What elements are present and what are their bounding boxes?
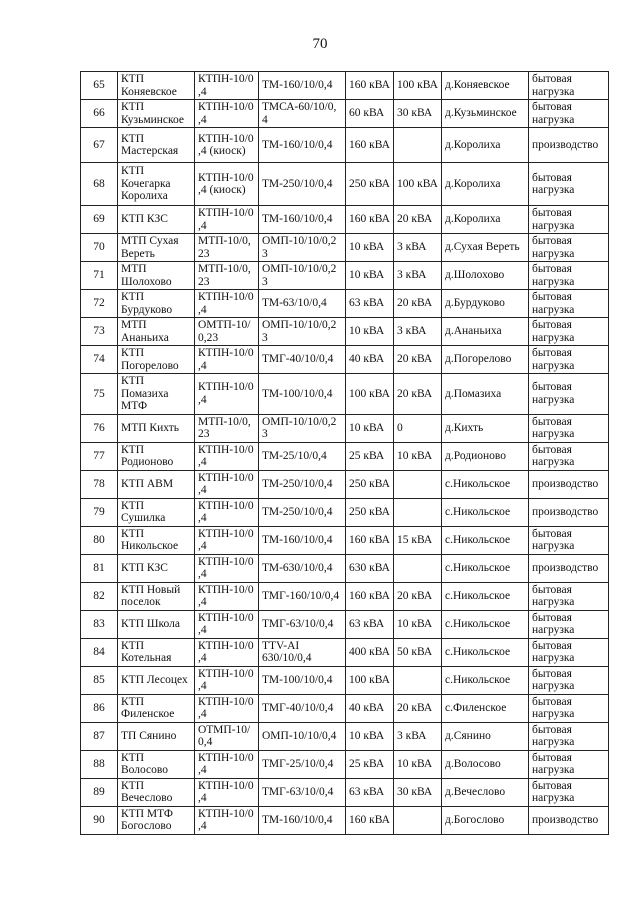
substation-name-cell: КТП КЗС <box>118 206 195 234</box>
substation-name-cell: КТП Коняевское <box>118 72 195 100</box>
transformer-model-cell: ТМ-160/10/0,4 <box>259 72 346 100</box>
transformer-model-cell: ОМП-10/10/0,23 <box>259 262 346 290</box>
connected-load-cell <box>394 128 442 163</box>
row-number-cell: 82 <box>81 582 118 610</box>
rated-power-cell: 40 кВА <box>346 694 394 722</box>
connected-load-cell: 10 кВА <box>394 610 442 638</box>
rated-power-cell: 63 кВА <box>346 610 394 638</box>
purpose-cell: бытовая нагрузка <box>529 582 609 610</box>
location-cell: с.Никольское <box>442 526 529 554</box>
location-cell: д.Богослово <box>442 806 529 834</box>
purpose-cell: бытовая нагрузка <box>529 206 609 234</box>
table-row <box>81 206 609 234</box>
connected-load-cell: 20 кВА <box>394 374 442 415</box>
substation-type-cell: ОТМП-10/0,4 <box>195 722 259 750</box>
purpose-cell: бытовая нагрузка <box>529 778 609 806</box>
purpose-cell: производство <box>529 470 609 498</box>
connected-load-cell: 3 кВА <box>394 722 442 750</box>
row-number-cell: 88 <box>81 750 118 778</box>
location-cell: с.Никольское <box>442 498 529 526</box>
transformer-model-cell: ТМ-160/10/0,4 <box>259 806 346 834</box>
substation-name-cell: КТП Волосово <box>118 750 195 778</box>
connected-load-cell: 20 кВА <box>394 346 442 374</box>
substation-type-cell: КТПН-10/0,4 <box>195 100 259 128</box>
connected-load-cell <box>394 554 442 582</box>
rated-power-cell: 400 кВА <box>346 638 394 666</box>
row-number-cell: 71 <box>81 262 118 290</box>
transformer-model-cell: ТМ-63/10/0,4 <box>259 290 346 318</box>
transformer-model-cell: ТМСА-60/10/0,4 <box>259 100 346 128</box>
substation-type-cell: МТП-10/0,23 <box>195 234 259 262</box>
rated-power-cell: 250 кВА <box>346 470 394 498</box>
transformer-model-cell: ОМП-10/10/0,23 <box>259 234 346 262</box>
table-row <box>81 806 609 834</box>
table-row <box>81 318 609 346</box>
substation-name-cell: КТП Родионово <box>118 442 195 470</box>
substation-type-cell: КТПН-10/0,4 <box>195 554 259 582</box>
transformer-model-cell: ОМП-10/10/0,4 <box>259 722 346 750</box>
substation-type-cell: ОМТП-10/0,23 <box>195 318 259 346</box>
row-number-cell: 76 <box>81 414 118 442</box>
table-row <box>81 128 609 163</box>
transformer-model-cell: ОМП-10/10/0,23 <box>259 318 346 346</box>
table-row <box>81 694 609 722</box>
location-cell: д.Королиха <box>442 163 529 206</box>
connected-load-cell <box>394 806 442 834</box>
purpose-cell: бытовая нагрузка <box>529 526 609 554</box>
substation-type-cell: КТПН-10/0,4 <box>195 374 259 415</box>
substation-type-cell: КТПН-10/0,4 <box>195 666 259 694</box>
row-number-cell: 67 <box>81 128 118 163</box>
transformer-model-cell: ТМ-100/10/0,4 <box>259 374 346 415</box>
transformer-model-cell: ТМ-100/10/0,4 <box>259 666 346 694</box>
rated-power-cell: 160 кВА <box>346 128 394 163</box>
rated-power-cell: 10 кВА <box>346 722 394 750</box>
rated-power-cell: 25 кВА <box>346 442 394 470</box>
substation-type-cell: КТПН-10/0,4 (киоск) <box>195 128 259 163</box>
connected-load-cell: 0 <box>394 414 442 442</box>
purpose-cell: бытовая нагрузка <box>529 750 609 778</box>
substation-type-cell: КТПН-10/0,4 <box>195 72 259 100</box>
location-cell: д.Бурдуково <box>442 290 529 318</box>
rated-power-cell: 40 кВА <box>346 346 394 374</box>
transformer-model-cell: ТМГ-40/10/0,4 <box>259 694 346 722</box>
transformer-model-cell: ТМГ-63/10/0,4 <box>259 778 346 806</box>
substation-name-cell: МТП Шолохово <box>118 262 195 290</box>
rated-power-cell: 10 кВА <box>346 414 394 442</box>
transformer-model-cell: ТМГ-25/10/0,4 <box>259 750 346 778</box>
substation-name-cell: КТП Никольское <box>118 526 195 554</box>
location-cell: д.Сянино <box>442 722 529 750</box>
location-cell: с.Филенское <box>442 694 529 722</box>
substation-type-cell: КТПН-10/0,4 <box>195 526 259 554</box>
table-row <box>81 346 609 374</box>
rated-power-cell: 630 кВА <box>346 554 394 582</box>
table-body <box>81 72 609 835</box>
rated-power-cell: 60 кВА <box>346 100 394 128</box>
location-cell: с.Никольское <box>442 666 529 694</box>
connected-load-cell: 20 кВА <box>394 206 442 234</box>
connected-load-cell: 30 кВА <box>394 778 442 806</box>
rated-power-cell: 160 кВА <box>346 72 394 100</box>
table-row <box>81 442 609 470</box>
substation-name-cell: КТП Вечеслово <box>118 778 195 806</box>
rated-power-cell: 250 кВА <box>346 163 394 206</box>
purpose-cell: бытовая нагрузка <box>529 722 609 750</box>
page-number: 70 <box>312 36 328 52</box>
transformer-model-cell: ТМГ-40/10/0,4 <box>259 346 346 374</box>
rated-power-cell: 10 кВА <box>346 234 394 262</box>
connected-load-cell: 20 кВА <box>394 694 442 722</box>
transformer-model-cell: ОМП-10/10/0,23 <box>259 414 346 442</box>
purpose-cell: бытовая нагрузка <box>529 414 609 442</box>
table-row <box>81 498 609 526</box>
location-cell: д.Родионово <box>442 442 529 470</box>
row-number-cell: 85 <box>81 666 118 694</box>
connected-load-cell: 15 кВА <box>394 526 442 554</box>
row-number-cell: 90 <box>81 806 118 834</box>
row-number-cell: 87 <box>81 722 118 750</box>
substation-type-cell: КТПН-10/0,4 <box>195 778 259 806</box>
purpose-cell: бытовая нагрузка <box>529 72 609 100</box>
rated-power-cell: 63 кВА <box>346 778 394 806</box>
connected-load-cell: 100 кВА <box>394 72 442 100</box>
purpose-cell: производство <box>529 498 609 526</box>
location-cell: с.Никольское <box>442 638 529 666</box>
rated-power-cell: 250 кВА <box>346 498 394 526</box>
rated-power-cell: 10 кВА <box>346 318 394 346</box>
connected-load-cell <box>394 498 442 526</box>
rated-power-cell: 160 кВА <box>346 806 394 834</box>
transformer-model-cell: ТМ-160/10/0,4 <box>259 128 346 163</box>
rated-power-cell: 160 кВА <box>346 526 394 554</box>
location-cell: д.Волосово <box>442 750 529 778</box>
row-number-cell: 73 <box>81 318 118 346</box>
location-cell: д.Ананьиха <box>442 318 529 346</box>
substation-name-cell: КТП МТФ Богослово <box>118 806 195 834</box>
table-row <box>81 163 609 206</box>
location-cell: д.Кихть <box>442 414 529 442</box>
substation-type-cell: МТП-10/0,23 <box>195 262 259 290</box>
substation-type-cell: КТПН-10/0,4 <box>195 442 259 470</box>
substation-type-cell: КТПН-10/0,4 <box>195 610 259 638</box>
purpose-cell: производство <box>529 806 609 834</box>
purpose-cell: бытовая нагрузка <box>529 234 609 262</box>
substation-type-cell: МТП-10/0,23 <box>195 414 259 442</box>
table-row <box>81 290 609 318</box>
substation-name-cell: КТП Бурдуково <box>118 290 195 318</box>
purpose-cell: бытовая нагрузка <box>529 610 609 638</box>
rated-power-cell: 10 кВА <box>346 262 394 290</box>
row-number-cell: 75 <box>81 374 118 415</box>
table-row <box>81 234 609 262</box>
transformer-model-cell: ТМ-25/10/0,4 <box>259 442 346 470</box>
transformer-model-cell: ТМ-630/10/0,4 <box>259 554 346 582</box>
substation-type-cell: КТПН-10/0,4 (киоск) <box>195 163 259 206</box>
substation-type-cell: КТПН-10/0,4 <box>195 694 259 722</box>
connected-load-cell: 10 кВА <box>394 442 442 470</box>
row-number-cell: 70 <box>81 234 118 262</box>
substation-name-cell: КТП Мастерская <box>118 128 195 163</box>
connected-load-cell <box>394 470 442 498</box>
substation-type-cell: КТПН-10/0,4 <box>195 582 259 610</box>
transformer-model-cell: ТМГ-63/10/0,4 <box>259 610 346 638</box>
row-number-cell: 72 <box>81 290 118 318</box>
table-row <box>81 262 609 290</box>
connected-load-cell: 3 кВА <box>394 234 442 262</box>
purpose-cell: бытовая нагрузка <box>529 374 609 415</box>
substation-name-cell: КТП Помазиха МТФ <box>118 374 195 415</box>
purpose-cell: бытовая нагрузка <box>529 262 609 290</box>
substation-name-cell: КТП Школа <box>118 610 195 638</box>
table-row <box>81 72 609 100</box>
location-cell: с.Никольское <box>442 610 529 638</box>
location-cell: д.Шолохово <box>442 262 529 290</box>
row-number-cell: 84 <box>81 638 118 666</box>
rated-power-cell: 100 кВА <box>346 374 394 415</box>
table-row <box>81 778 609 806</box>
row-number-cell: 79 <box>81 498 118 526</box>
purpose-cell: производство <box>529 554 609 582</box>
location-cell: д.Помазиха <box>442 374 529 415</box>
location-cell: с.Никольское <box>442 554 529 582</box>
rated-power-cell: 25 кВА <box>346 750 394 778</box>
transformer-model-cell: ТМ-160/10/0,4 <box>259 206 346 234</box>
location-cell: д.Королиха <box>442 206 529 234</box>
substation-name-cell: КТП Филенское <box>118 694 195 722</box>
table-row <box>81 582 609 610</box>
location-cell: д.Сухая Вереть <box>442 234 529 262</box>
connected-load-cell: 3 кВА <box>394 262 442 290</box>
transformer-model-cell: ТМ-160/10/0,4 <box>259 526 346 554</box>
purpose-cell: бытовая нагрузка <box>529 290 609 318</box>
substation-name-cell: КТП Кочегарка Королиха <box>118 163 195 206</box>
location-cell: д.Коняевское <box>442 72 529 100</box>
substation-name-cell: КТП КЗС <box>118 554 195 582</box>
substation-name-cell: МТП Сухая Вереть <box>118 234 195 262</box>
substation-name-cell: КТП Котельная <box>118 638 195 666</box>
substation-type-cell: КТПН-10/0,4 <box>195 206 259 234</box>
substation-name-cell: КТП Сушилка <box>118 498 195 526</box>
connected-load-cell: 3 кВА <box>394 318 442 346</box>
substation-name-cell: КТП Погорелово <box>118 346 195 374</box>
table-row <box>81 526 609 554</box>
row-number-cell: 86 <box>81 694 118 722</box>
substation-type-cell: КТПН-10/0,4 <box>195 470 259 498</box>
substation-name-cell: КТП Кузьминское <box>118 100 195 128</box>
row-number-cell: 66 <box>81 100 118 128</box>
substation-name-cell: КТП АВМ <box>118 470 195 498</box>
purpose-cell: бытовая нагрузка <box>529 346 609 374</box>
table-row <box>81 470 609 498</box>
table-row <box>81 554 609 582</box>
substation-name-cell: ТП Сянино <box>118 722 195 750</box>
table-row <box>81 750 609 778</box>
table-row <box>81 638 609 666</box>
purpose-cell: бытовая нагрузка <box>529 694 609 722</box>
location-cell: с.Никольское <box>442 582 529 610</box>
row-number-cell: 78 <box>81 470 118 498</box>
row-number-cell: 74 <box>81 346 118 374</box>
connected-load-cell <box>394 666 442 694</box>
substation-name-cell: МТП Кихть <box>118 414 195 442</box>
purpose-cell: бытовая нагрузка <box>529 638 609 666</box>
substation-name-cell: КТП Новый поселок <box>118 582 195 610</box>
substations-table <box>80 71 609 835</box>
connected-load-cell: 50 кВА <box>394 638 442 666</box>
rated-power-cell: 63 кВА <box>346 290 394 318</box>
row-number-cell: 77 <box>81 442 118 470</box>
table-row <box>81 666 609 694</box>
connected-load-cell: 30 кВА <box>394 100 442 128</box>
rated-power-cell: 100 кВА <box>346 666 394 694</box>
row-number-cell: 68 <box>81 163 118 206</box>
location-cell: д.Кузьминское <box>442 100 529 128</box>
transformer-model-cell: ТМ-250/10/0,4 <box>259 163 346 206</box>
transformer-model-cell: ТМГ-160/10/0,4 <box>259 582 346 610</box>
row-number-cell: 81 <box>81 554 118 582</box>
rated-power-cell: 160 кВА <box>346 582 394 610</box>
table-row <box>81 414 609 442</box>
substation-name-cell: МТП Ананьиха <box>118 318 195 346</box>
table-row <box>81 722 609 750</box>
transformer-model-cell: ТТV-AI 630/10/0,4 <box>259 638 346 666</box>
rated-power-cell: 160 кВА <box>346 206 394 234</box>
connected-load-cell: 100 кВА <box>394 163 442 206</box>
substation-type-cell: КТПН-10/0,4 <box>195 498 259 526</box>
transformer-model-cell: ТМ-250/10/0,4 <box>259 470 346 498</box>
substation-type-cell: КТПН-10/0,4 <box>195 806 259 834</box>
location-cell: д.Королиха <box>442 128 529 163</box>
location-cell: д.Вечеслово <box>442 778 529 806</box>
connected-load-cell: 20 кВА <box>394 290 442 318</box>
row-number-cell: 65 <box>81 72 118 100</box>
substation-name-cell: КТП Лесоцех <box>118 666 195 694</box>
location-cell: с.Никольское <box>442 470 529 498</box>
purpose-cell: бытовая нагрузка <box>529 666 609 694</box>
substation-type-cell: КТПН-10/0,4 <box>195 290 259 318</box>
substation-type-cell: КТПН-10/0,4 <box>195 750 259 778</box>
table-row <box>81 374 609 415</box>
transformer-model-cell: ТМ-250/10/0,4 <box>259 498 346 526</box>
row-number-cell: 89 <box>81 778 118 806</box>
substation-type-cell: КТПН-10/0,4 <box>195 346 259 374</box>
row-number-cell: 83 <box>81 610 118 638</box>
purpose-cell: бытовая нагрузка <box>529 318 609 346</box>
table-row <box>81 610 609 638</box>
location-cell: д.Погорелово <box>442 346 529 374</box>
purpose-cell: производство <box>529 128 609 163</box>
row-number-cell: 80 <box>81 526 118 554</box>
row-number-cell: 69 <box>81 206 118 234</box>
connected-load-cell: 10 кВА <box>394 750 442 778</box>
purpose-cell: бытовая нагрузка <box>529 100 609 128</box>
connected-load-cell: 20 кВА <box>394 582 442 610</box>
substation-type-cell: КТПН-10/0,4 <box>195 638 259 666</box>
purpose-cell: бытовая нагрузка <box>529 442 609 470</box>
table-row <box>81 100 609 128</box>
purpose-cell: бытовая нагрузка <box>529 163 609 206</box>
